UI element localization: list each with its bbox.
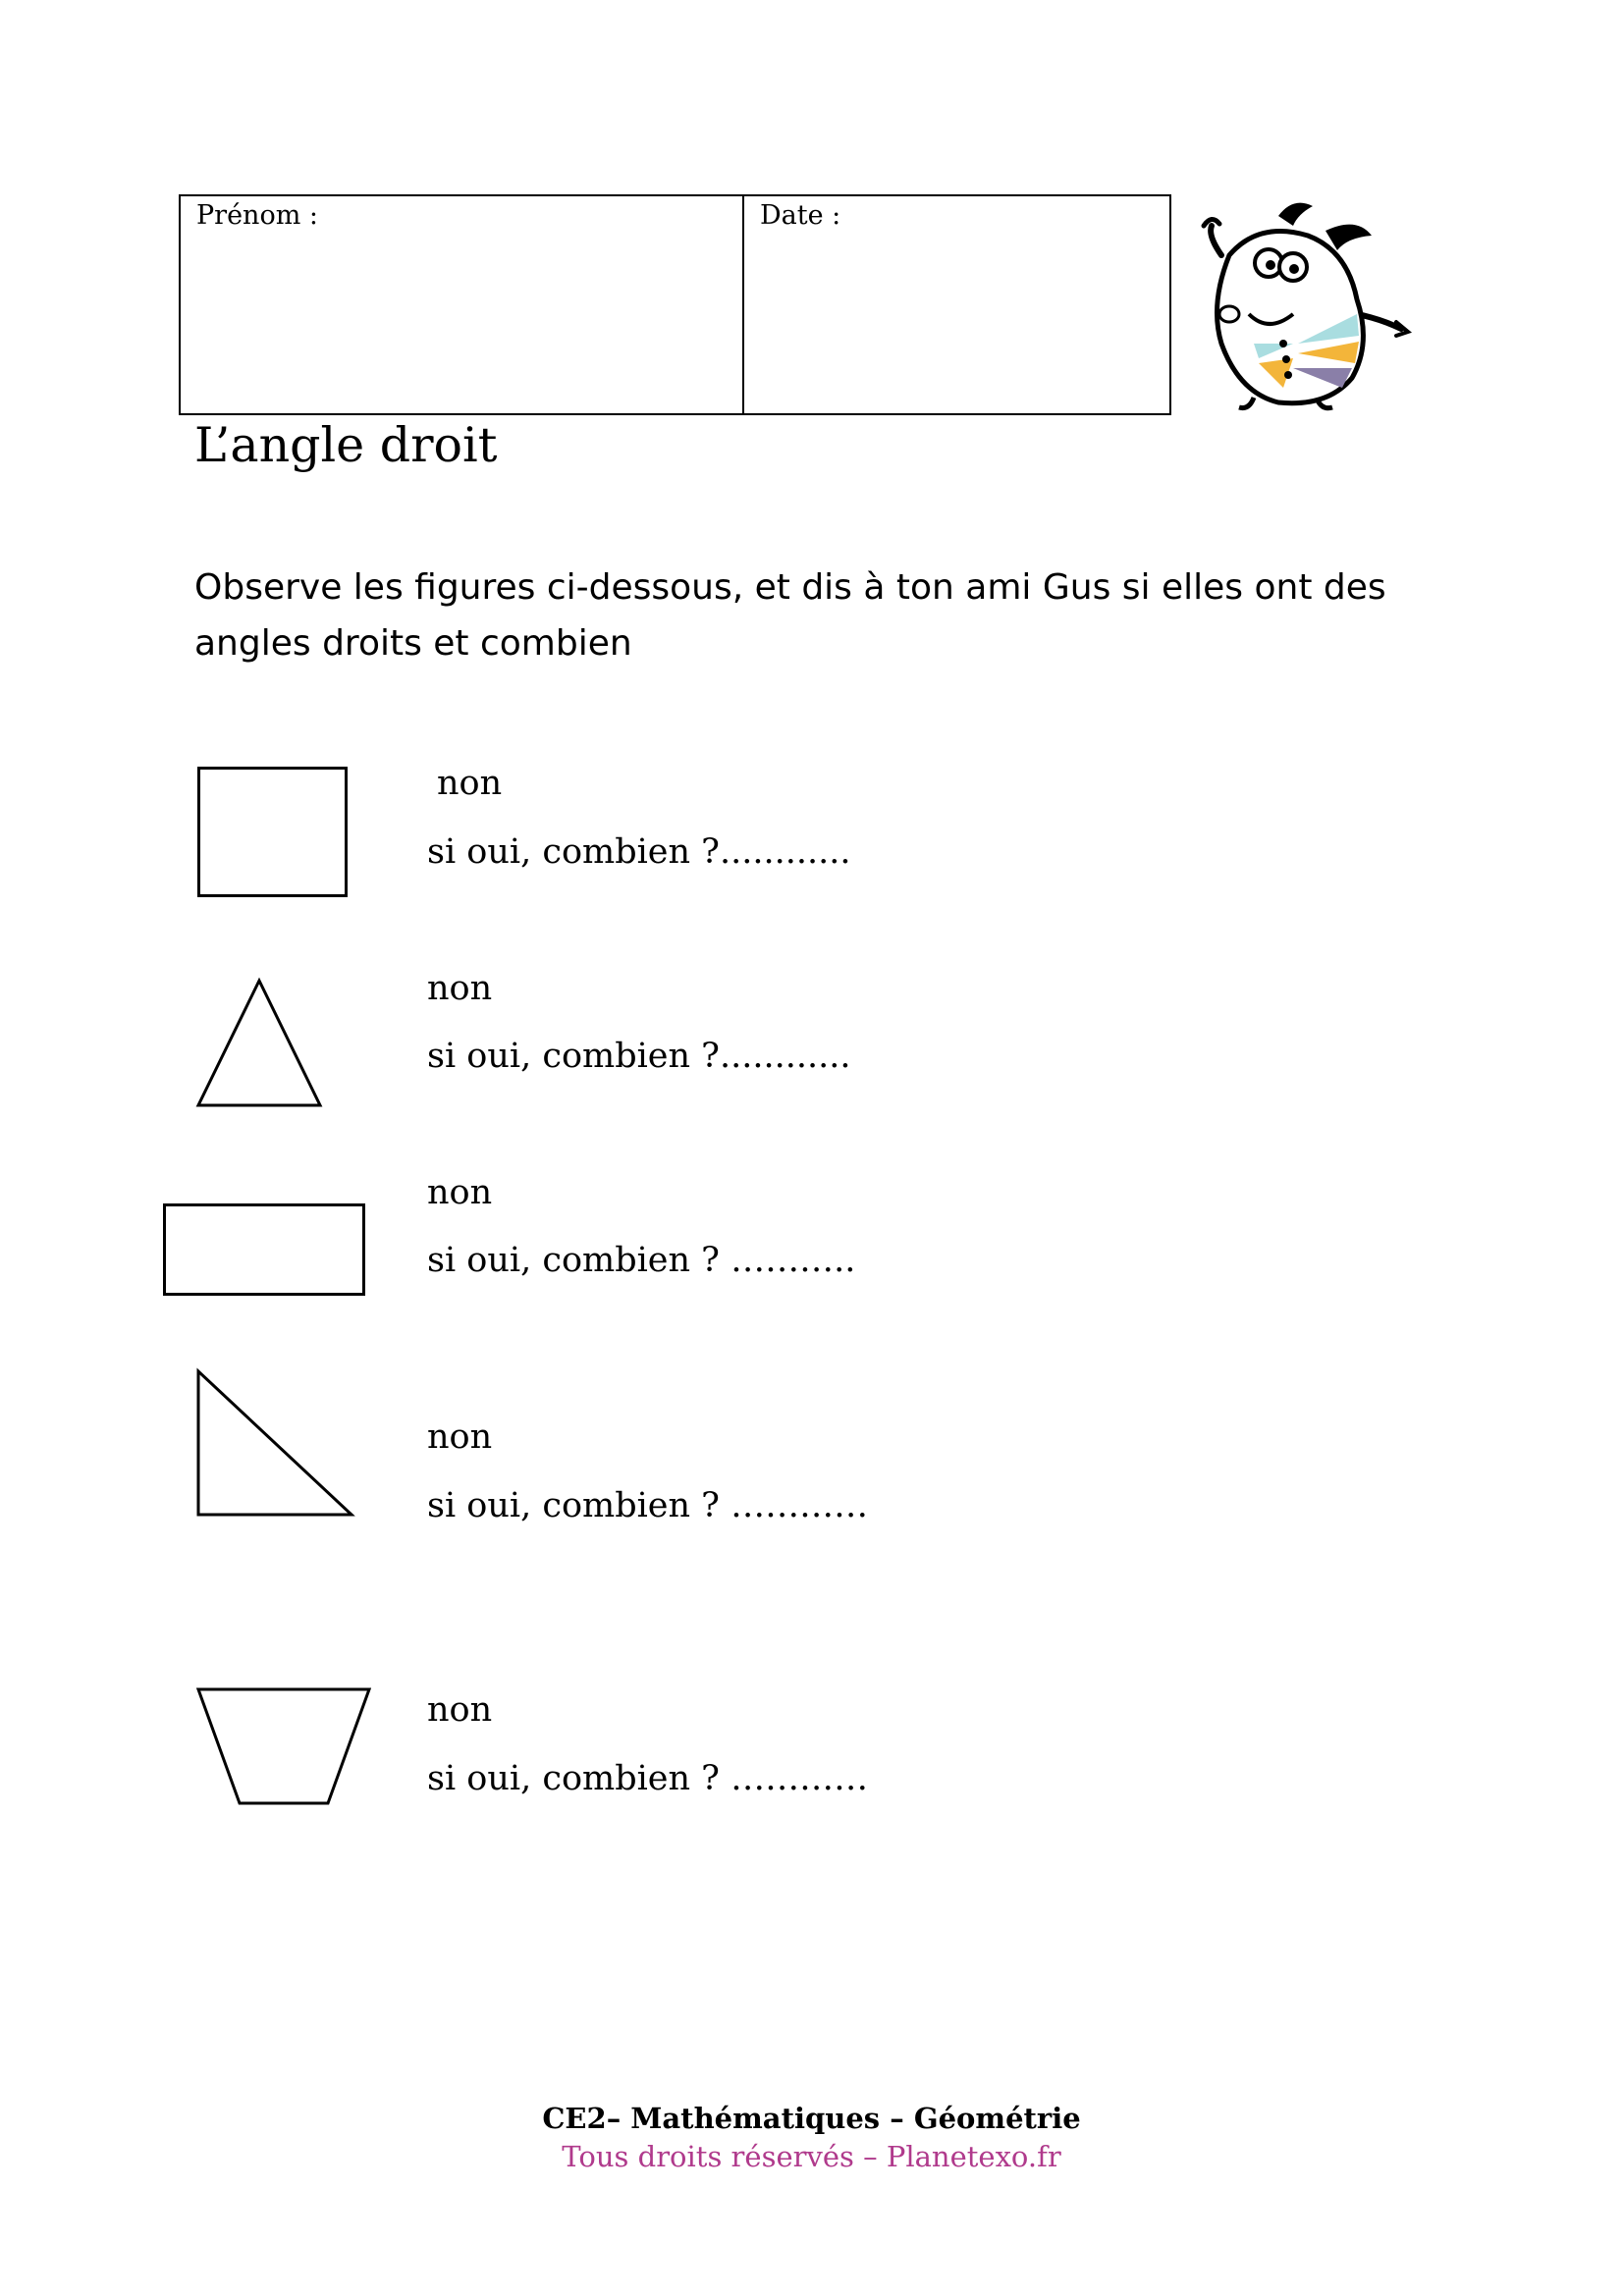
rectangle-shape	[163, 1203, 365, 1296]
instruction-text: Observe les figures ci-dessous, et dis à ton ami Gus si elles ont des angles droits et combien	[194, 567, 1386, 664]
triangle-shape	[196, 979, 322, 1107]
answer-non-1: non	[437, 764, 503, 803]
prenom-label: Prénom :	[196, 200, 318, 231]
question-2[interactable]: si oui, combien ?............	[427, 1037, 851, 1076]
sheep-mascot-icon	[1200, 196, 1412, 412]
answer-non-4: non	[427, 1417, 493, 1457]
footer-rights: Tous droits réservés – Planetexo.fr	[562, 2140, 1061, 2173]
prenom-field[interactable]	[181, 196, 744, 413]
answer-non-2: non	[427, 969, 493, 1008]
question-3[interactable]: si oui, combien ? ………..	[427, 1241, 856, 1280]
right-triangle-shape	[196, 1369, 353, 1517]
question-4[interactable]: si oui, combien ? …………	[427, 1486, 869, 1525]
date-field[interactable]	[744, 196, 1169, 413]
date-label: Date :	[760, 200, 841, 231]
square-shape	[197, 767, 348, 897]
footer-subject: CE2– Mathématiques – Géométrie	[542, 2102, 1081, 2135]
answer-non-3: non	[427, 1173, 493, 1212]
question-5[interactable]: si oui, combien ? …………	[427, 1759, 869, 1798]
trapezoid-shape	[196, 1687, 371, 1805]
answer-non-5: non	[427, 1690, 493, 1730]
page-title: L’angle droit	[194, 417, 498, 473]
question-1[interactable]: si oui, combien ?............	[427, 832, 851, 872]
header-table	[179, 194, 1171, 415]
